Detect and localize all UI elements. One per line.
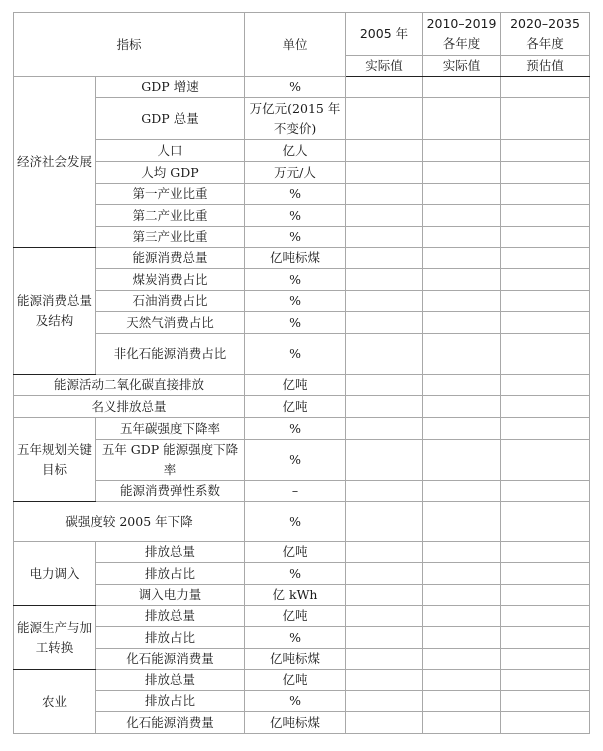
indicator-unit: % bbox=[245, 502, 346, 542]
value-cell-2005[interactable] bbox=[346, 691, 423, 712]
indicator-co2-direct: 能源活动二氧化碳直接排放 bbox=[14, 375, 245, 396]
value-cell-2010-2019[interactable] bbox=[423, 77, 501, 98]
indicator-name: 人均 GDP bbox=[96, 162, 245, 184]
value-cell-2010-2019[interactable] bbox=[423, 98, 501, 140]
value-cell-2005[interactable] bbox=[346, 670, 423, 691]
value-cell-2010-2019[interactable] bbox=[423, 649, 501, 670]
group-econ: 经济社会发展 bbox=[14, 77, 96, 248]
value-cell-2005[interactable] bbox=[346, 712, 423, 734]
value-cell-2020-2035[interactable] bbox=[501, 269, 590, 291]
value-cell-2020-2035[interactable] bbox=[501, 205, 590, 227]
value-cell-2010-2019[interactable] bbox=[423, 627, 501, 649]
value-cell-2010-2019[interactable] bbox=[423, 691, 501, 712]
indicator-unit: 亿吨 bbox=[245, 606, 346, 627]
value-cell-2010-2019[interactable] bbox=[423, 269, 501, 291]
group-five-year-plan: 五年规划关键目标 bbox=[14, 418, 96, 502]
indicator-unit: % bbox=[245, 205, 346, 227]
value-cell-2020-2035[interactable] bbox=[501, 396, 590, 418]
indicator-unit: – bbox=[245, 481, 346, 502]
indicator-name: 第二产业比重 bbox=[96, 205, 245, 227]
value-cell-2005[interactable] bbox=[346, 269, 423, 291]
value-cell-2005[interactable] bbox=[346, 77, 423, 98]
indicator-name: 第一产业比重 bbox=[96, 184, 245, 205]
value-cell-2010-2019[interactable] bbox=[423, 140, 501, 162]
value-cell-2010-2019[interactable] bbox=[423, 542, 501, 563]
header-2010-2019: 2010–2019 各年度 bbox=[423, 13, 501, 56]
indicator-name: 调入电力量 bbox=[96, 585, 245, 606]
value-cell-2020-2035[interactable] bbox=[501, 248, 590, 269]
value-cell-2005[interactable] bbox=[346, 563, 423, 585]
indicator-unit: 亿吨标煤 bbox=[245, 712, 346, 734]
value-cell-2010-2019[interactable] bbox=[423, 440, 501, 481]
indicator-name: 排放总量 bbox=[96, 670, 245, 691]
indicator-unit: % bbox=[245, 627, 346, 649]
indicator-carbon-intensity-drop: 碳强度较 2005 年下降 bbox=[14, 502, 245, 542]
indicator-unit: 亿吨 bbox=[245, 396, 346, 418]
value-cell-2010-2019[interactable] bbox=[423, 312, 501, 334]
header-2010-actual: 实际值 bbox=[423, 56, 501, 77]
value-cell-2005[interactable] bbox=[346, 98, 423, 140]
indicator-name: 五年碳强度下降率 bbox=[96, 418, 245, 440]
indicator-unit: 亿吨 bbox=[245, 542, 346, 563]
value-cell-2010-2019[interactable] bbox=[423, 418, 501, 440]
indicator-name: 排放总量 bbox=[96, 606, 245, 627]
indicator-unit: % bbox=[245, 184, 346, 205]
value-cell-2020-2035[interactable] bbox=[501, 649, 590, 670]
value-cell-2020-2035[interactable] bbox=[501, 440, 590, 481]
value-cell-2020-2035[interactable] bbox=[501, 291, 590, 312]
indicator-unit: 万亿元(2015 年不变价) bbox=[245, 98, 346, 140]
group-agriculture: 农业 bbox=[14, 670, 96, 734]
value-cell-2005[interactable] bbox=[346, 440, 423, 481]
indicator-name: 排放总量 bbox=[96, 542, 245, 563]
header-indicator: 指标 bbox=[14, 13, 245, 77]
value-cell-2005[interactable] bbox=[346, 627, 423, 649]
value-cell-2020-2035[interactable] bbox=[501, 606, 590, 627]
header-2005-actual: 实际值 bbox=[346, 56, 423, 77]
value-cell-2020-2035[interactable] bbox=[501, 585, 590, 606]
indicator-unit: 亿 kWh bbox=[245, 585, 346, 606]
value-cell-2005[interactable] bbox=[346, 227, 423, 248]
indicator-nominal-emissions: 名义排放总量 bbox=[14, 396, 245, 418]
value-cell-2005[interactable] bbox=[346, 334, 423, 375]
value-cell-2005[interactable] bbox=[346, 248, 423, 269]
indicator-name: 排放占比 bbox=[96, 627, 245, 649]
value-cell-2020-2035[interactable] bbox=[501, 184, 590, 205]
indicator-unit: 亿人 bbox=[245, 140, 346, 162]
value-cell-2020-2035[interactable] bbox=[501, 312, 590, 334]
indicator-unit: 万元/人 bbox=[245, 162, 346, 184]
value-cell-2010-2019[interactable] bbox=[423, 375, 501, 396]
value-cell-2010-2019[interactable] bbox=[423, 227, 501, 248]
indicator-unit: % bbox=[245, 227, 346, 248]
indicator-name: 排放占比 bbox=[96, 563, 245, 585]
value-cell-2020-2035[interactable] bbox=[501, 77, 590, 98]
value-cell-2020-2035[interactable] bbox=[501, 627, 590, 649]
value-cell-2010-2019[interactable] bbox=[423, 291, 501, 312]
indicator-name: 第三产业比重 bbox=[96, 227, 245, 248]
indicator-name: 天然气消费占比 bbox=[96, 312, 245, 334]
value-cell-2010-2019[interactable] bbox=[423, 481, 501, 502]
value-cell-2020-2035[interactable] bbox=[501, 502, 590, 542]
value-cell-2005[interactable] bbox=[346, 481, 423, 502]
value-cell-2010-2019[interactable] bbox=[423, 248, 501, 269]
value-cell-2010-2019[interactable] bbox=[423, 712, 501, 734]
value-cell-2020-2035[interactable] bbox=[501, 418, 590, 440]
value-cell-2005[interactable] bbox=[346, 184, 423, 205]
indicator-name: GDP 增速 bbox=[96, 77, 245, 98]
value-cell-2010-2019[interactable] bbox=[423, 585, 501, 606]
indicator-unit: % bbox=[245, 334, 346, 375]
header-2005: 2005 年 bbox=[346, 13, 423, 56]
header-2020-estimate: 预估值 bbox=[501, 56, 590, 77]
indicator-unit: % bbox=[245, 77, 346, 98]
indicator-name: 人口 bbox=[96, 140, 245, 162]
value-cell-2010-2019[interactable] bbox=[423, 162, 501, 184]
indicator-unit: % bbox=[245, 440, 346, 481]
value-cell-2010-2019[interactable] bbox=[423, 396, 501, 418]
header-2020-2035: 2020–2035 各年度 bbox=[501, 13, 590, 56]
value-cell-2020-2035[interactable] bbox=[501, 98, 590, 140]
indicator-unit: % bbox=[245, 691, 346, 712]
indicator-unit: 亿吨 bbox=[245, 375, 346, 396]
indicator-unit: 亿吨 bbox=[245, 670, 346, 691]
value-cell-2020-2035[interactable] bbox=[501, 563, 590, 585]
value-cell-2020-2035[interactable] bbox=[501, 542, 590, 563]
indicator-name: 石油消费占比 bbox=[96, 291, 245, 312]
value-cell-2010-2019[interactable] bbox=[423, 670, 501, 691]
indicator-unit: 亿吨标煤 bbox=[245, 649, 346, 670]
value-cell-2020-2035[interactable] bbox=[501, 334, 590, 375]
indicator-name: 能源消费弹性系数 bbox=[96, 481, 245, 502]
value-cell-2010-2019[interactable] bbox=[423, 184, 501, 205]
value-cell-2005[interactable] bbox=[346, 162, 423, 184]
value-cell-2005[interactable] bbox=[346, 140, 423, 162]
value-cell-2020-2035[interactable] bbox=[501, 712, 590, 734]
indicator-table bbox=[13, 12, 590, 734]
value-cell-2010-2019[interactable] bbox=[423, 334, 501, 375]
indicator-name: GDP 总量 bbox=[96, 98, 245, 140]
value-cell-2005[interactable] bbox=[346, 205, 423, 227]
group-energy-production: 能源生产与加工转换 bbox=[14, 606, 96, 670]
value-cell-2005[interactable] bbox=[346, 606, 423, 627]
indicator-name: 化石能源消费量 bbox=[96, 712, 245, 734]
value-cell-2005[interactable] bbox=[346, 542, 423, 563]
value-cell-2005[interactable] bbox=[346, 291, 423, 312]
value-cell-2020-2035[interactable] bbox=[501, 481, 590, 502]
indicator-name: 化石能源消费量 bbox=[96, 649, 245, 670]
indicator-unit: 亿吨标煤 bbox=[245, 248, 346, 269]
header-unit: 单位 bbox=[245, 13, 346, 77]
value-cell-2010-2019[interactable] bbox=[423, 606, 501, 627]
value-cell-2010-2019[interactable] bbox=[423, 502, 501, 542]
indicator-name: 五年 GDP 能源强度下降率 bbox=[96, 440, 245, 481]
group-power-import: 电力调入 bbox=[14, 542, 96, 606]
indicator-unit: % bbox=[245, 291, 346, 312]
value-cell-2005[interactable] bbox=[346, 375, 423, 396]
value-cell-2020-2035[interactable] bbox=[501, 670, 590, 691]
indicator-unit: % bbox=[245, 312, 346, 334]
value-cell-2005[interactable] bbox=[346, 396, 423, 418]
indicator-unit: % bbox=[245, 563, 346, 585]
value-cell-2010-2019[interactable] bbox=[423, 563, 501, 585]
value-cell-2005[interactable] bbox=[346, 418, 423, 440]
indicator-name: 非化石能源消费占比 bbox=[96, 334, 245, 375]
indicator-name: 能源消费总量 bbox=[96, 248, 245, 269]
value-cell-2005[interactable] bbox=[346, 502, 423, 542]
value-cell-2020-2035[interactable] bbox=[501, 162, 590, 184]
value-cell-2020-2035[interactable] bbox=[501, 140, 590, 162]
indicator-name: 排放占比 bbox=[96, 691, 245, 712]
value-cell-2020-2035[interactable] bbox=[501, 227, 590, 248]
group-energy: 能源消费总量及结构 bbox=[14, 248, 96, 375]
indicator-unit: % bbox=[245, 269, 346, 291]
value-cell-2010-2019[interactable] bbox=[423, 205, 501, 227]
value-cell-2005[interactable] bbox=[346, 585, 423, 606]
value-cell-2020-2035[interactable] bbox=[501, 691, 590, 712]
value-cell-2005[interactable] bbox=[346, 649, 423, 670]
indicator-unit: % bbox=[245, 418, 346, 440]
value-cell-2020-2035[interactable] bbox=[501, 375, 590, 396]
value-cell-2005[interactable] bbox=[346, 312, 423, 334]
indicator-name: 煤炭消费占比 bbox=[96, 269, 245, 291]
